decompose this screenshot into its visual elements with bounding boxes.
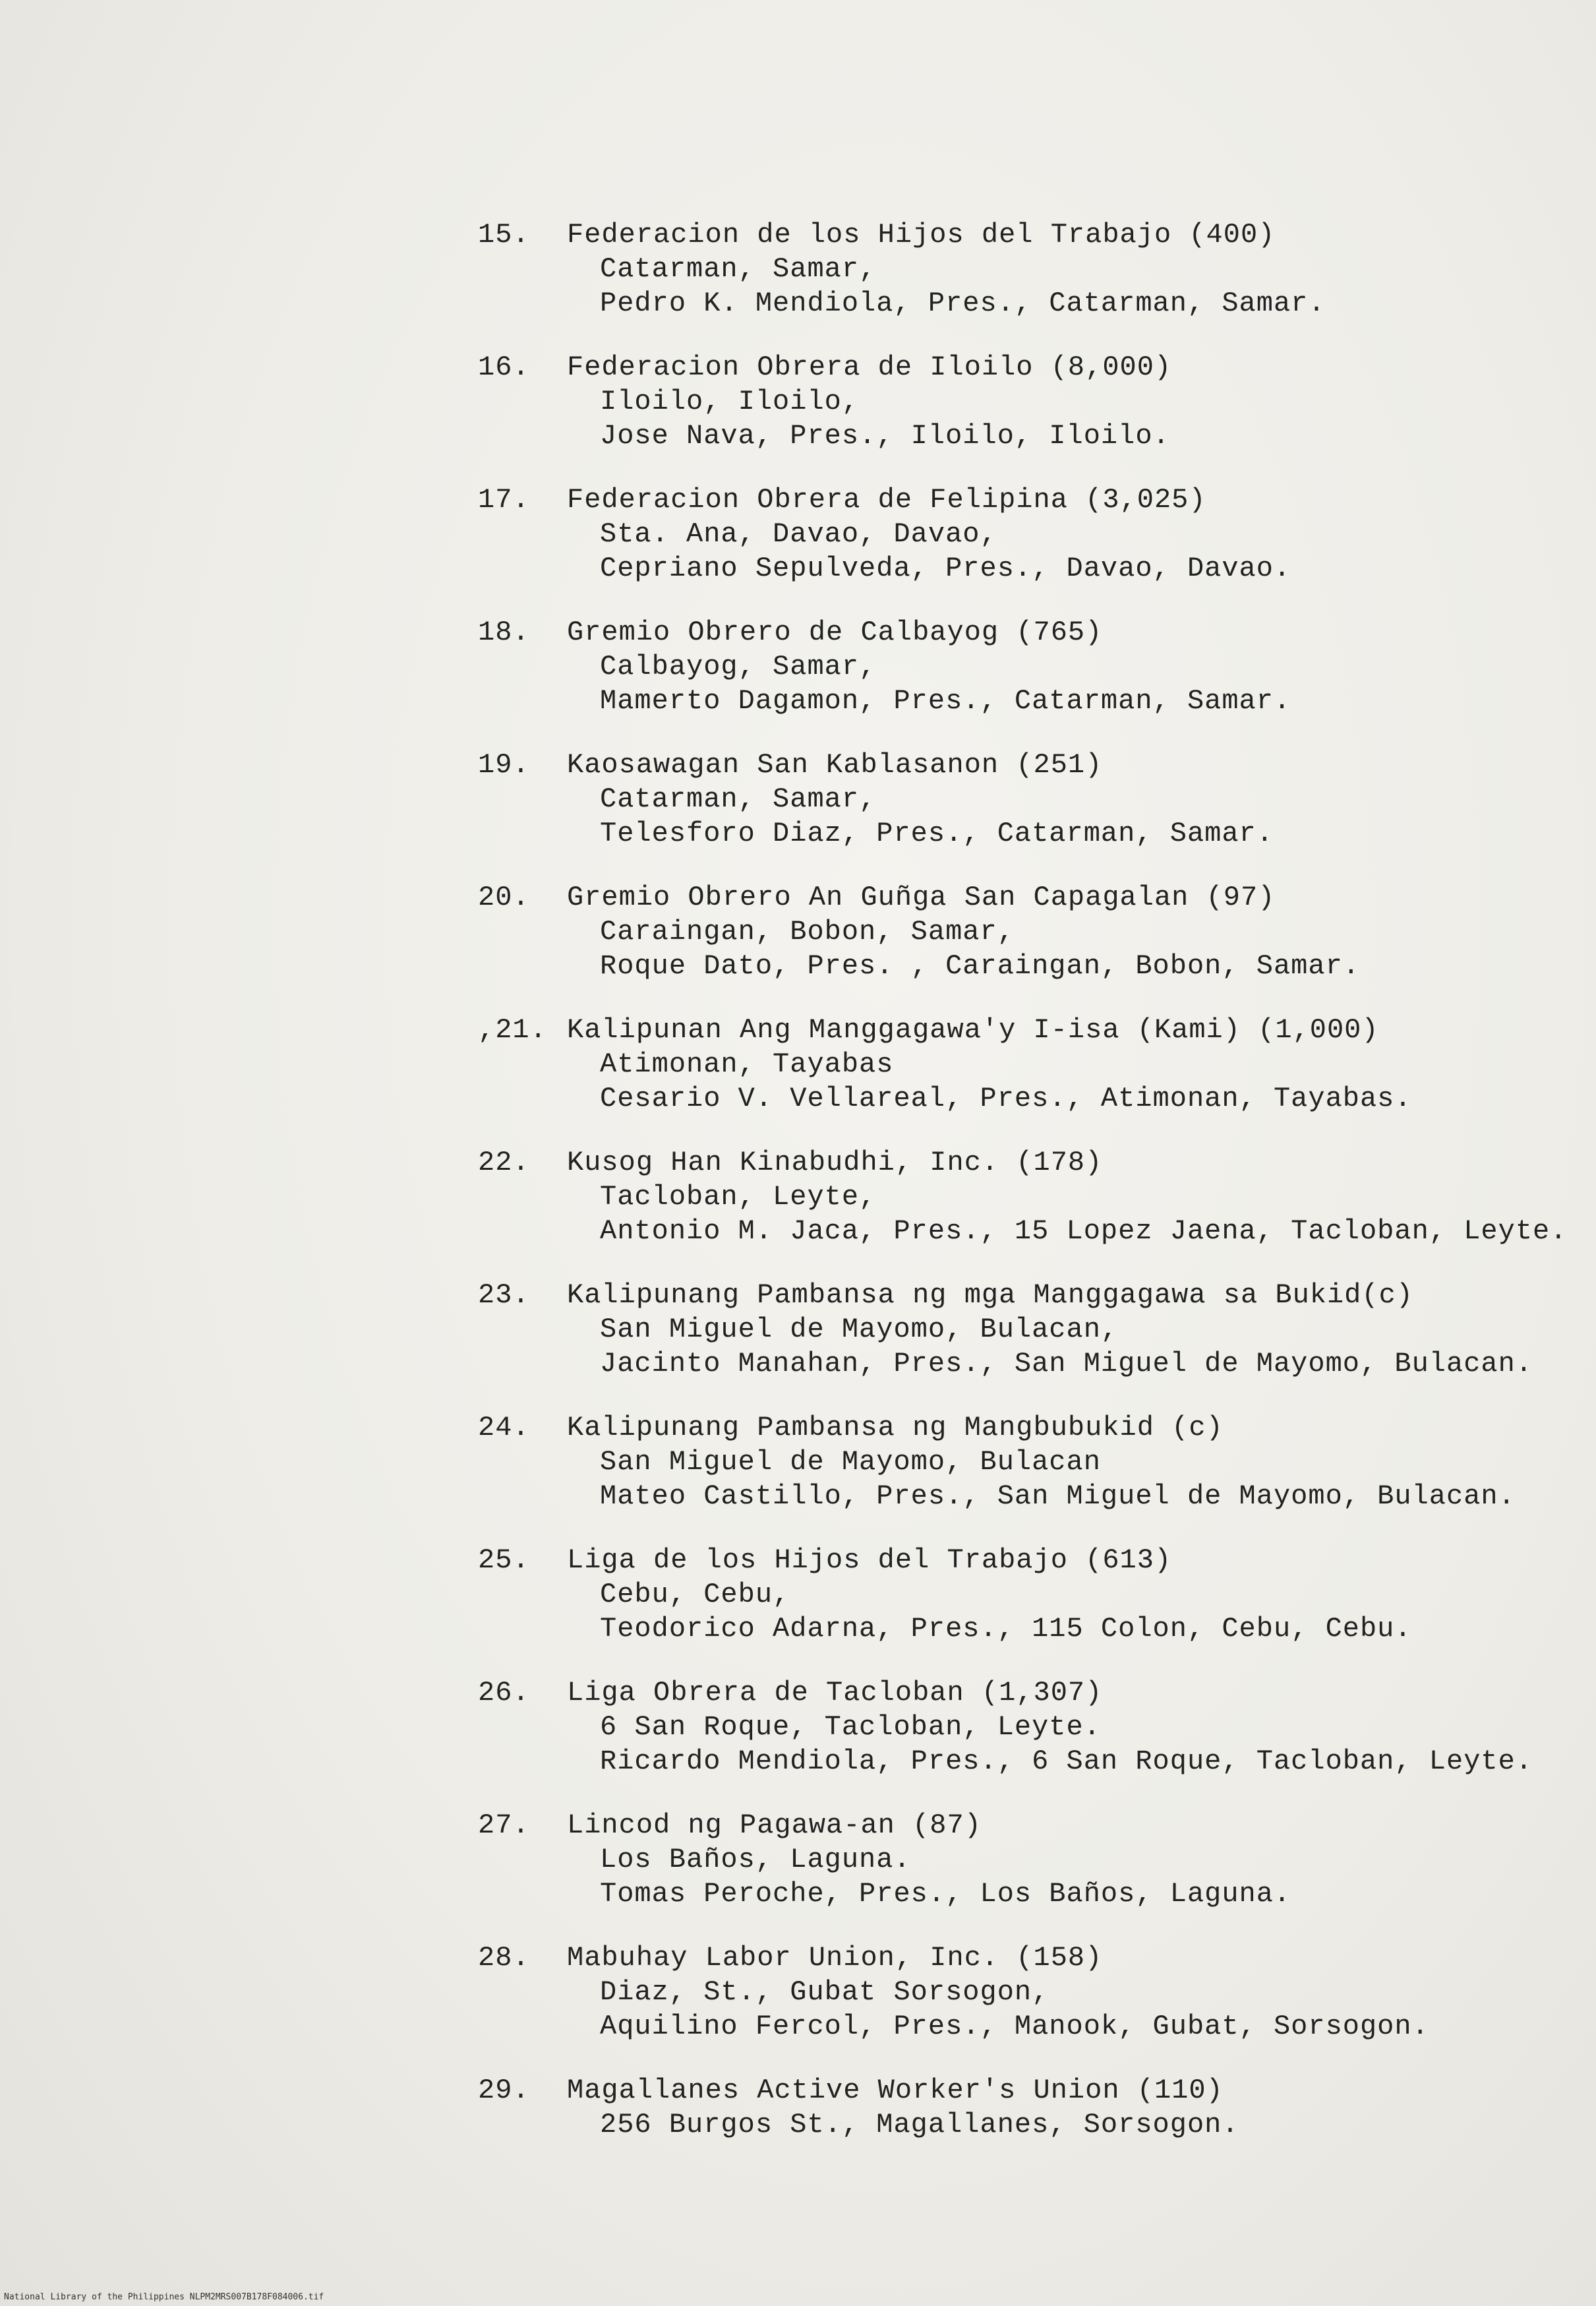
union-president: Telesforo Diaz, Pres., Catarman, Samar. bbox=[600, 818, 1274, 849]
list-item bbox=[478, 1145, 1572, 1278]
entry-number: 25. bbox=[478, 1544, 530, 1576]
entry-number: 15. bbox=[478, 219, 530, 251]
list-item bbox=[478, 1411, 1572, 1543]
union-location: 256 Burgos St., Magallanes, Sorsogon. bbox=[600, 2109, 1239, 2140]
list-item bbox=[478, 748, 1572, 880]
union-name: Gremio Obrero de Calbayog (765) bbox=[567, 617, 1103, 648]
list-item bbox=[478, 350, 1572, 483]
entry-number: 28. bbox=[478, 1942, 530, 1974]
entry-number: 26. bbox=[478, 1677, 530, 1709]
entry-number: 20. bbox=[478, 882, 530, 913]
union-name: Kalipunang Pambansa ng mga Manggagawa sa Bukid(c) bbox=[567, 1279, 1414, 1311]
union-president: Mateo Castillo, Pres., San Miguel de Mayomo, Bulacan. bbox=[600, 1480, 1516, 1512]
union-name: Mabuhay Labor Union, Inc. (158) bbox=[567, 1942, 1103, 1974]
union-name: Federacion de los Hijos del Trabajo (400) bbox=[567, 219, 1276, 251]
entry-number: 16. bbox=[478, 351, 530, 383]
entry-number: 22. bbox=[478, 1147, 530, 1178]
entry-number: 18. bbox=[478, 617, 530, 648]
union-president: Pedro K. Mendiola, Pres., Catarman, Samar. bbox=[600, 288, 1326, 319]
entry-number: 23. bbox=[478, 1279, 530, 1311]
union-name: Liga de los Hijos del Trabajo (613) bbox=[567, 1544, 1172, 1576]
union-location: San Miguel de Mayomo, Bulacan bbox=[600, 1446, 1101, 1478]
list-item bbox=[478, 1676, 1572, 1808]
union-location: Calbayog, Samar, bbox=[600, 651, 877, 683]
list-item bbox=[478, 218, 1572, 350]
union-president: Mamerto Dagamon, Pres., Catarman, Samar. bbox=[600, 685, 1291, 717]
list-item bbox=[478, 615, 1572, 748]
entry-number: 24. bbox=[478, 1412, 530, 1443]
list-item bbox=[478, 1941, 1572, 2073]
union-president: Teodorico Adarna, Pres., 115 Colon, Cebu, Cebu. bbox=[600, 1613, 1412, 1645]
union-name: Federacion Obrera de Iloilo (8,000) bbox=[567, 351, 1172, 383]
union-location: Catarman, Samar, bbox=[600, 783, 877, 815]
union-president: Tomas Peroche, Pres., Los Baños, Laguna. bbox=[600, 1878, 1291, 1910]
union-name: Liga Obrera de Tacloban (1,307) bbox=[567, 1677, 1103, 1709]
entry-number: 27. bbox=[478, 1809, 530, 1841]
entry-number: 17. bbox=[478, 484, 530, 516]
union-location: San Miguel de Mayomo, Bulacan, bbox=[600, 1314, 1119, 1345]
union-location: Diaz, St., Gubat Sorsogon, bbox=[600, 1976, 1049, 2008]
union-location: 6 San Roque, Tacloban, Leyte. bbox=[600, 1711, 1101, 1743]
entry-number: 29. bbox=[478, 2075, 530, 2106]
union-president: Cesario V. Vellareal, Pres., Atimonan, Tayabas. bbox=[600, 1083, 1412, 1114]
union-location: Los Baños, Laguna. bbox=[600, 1844, 911, 1875]
list-item bbox=[478, 1013, 1572, 1145]
union-name: Gremio Obrero An Guñga San Capagalan (97) bbox=[567, 882, 1276, 913]
union-location: Cebu, Cebu, bbox=[600, 1579, 790, 1610]
union-location: Iloilo, Iloilo, bbox=[600, 386, 860, 417]
union-name: Kaosawagan San Kablasanon (251) bbox=[567, 749, 1103, 781]
list-item bbox=[478, 1808, 1572, 1941]
list-item bbox=[478, 483, 1572, 615]
union-president: Jacinto Manahan, Pres., San Miguel de Mayomo, Bulacan. bbox=[600, 1348, 1533, 1380]
union-president: Roque Dato, Pres. , Caraingan, Bobon, Samar. bbox=[600, 950, 1360, 982]
entry-number: 19. bbox=[478, 749, 530, 781]
union-president: Cepriano Sepulveda, Pres., Davao, Davao. bbox=[600, 553, 1291, 584]
list-item bbox=[478, 2073, 1572, 2206]
union-location: Catarman, Samar, bbox=[600, 253, 877, 285]
entry-number: ,21. bbox=[478, 1014, 547, 1046]
union-name: Kusog Han Kinabudhi, Inc. (178) bbox=[567, 1147, 1103, 1178]
union-name: Kalipunan Ang Manggagawa'y I-isa (Kami) (1,000) bbox=[567, 1014, 1379, 1046]
union-location: Tacloban, Leyte, bbox=[600, 1181, 877, 1213]
union-name: Federacion Obrera de Felipina (3,025) bbox=[567, 484, 1206, 516]
union-name: Lincod ng Pagawa-an (87) bbox=[567, 1809, 982, 1841]
union-location: Atimonan, Tayabas bbox=[600, 1048, 894, 1080]
union-president: Ricardo Mendiola, Pres., 6 San Roque, Tacloban, Leyte. bbox=[600, 1745, 1533, 1777]
union-president: Jose Nava, Pres., Iloilo, Iloilo. bbox=[600, 420, 1170, 452]
union-location: Sta. Ana, Davao, Davao, bbox=[600, 518, 997, 550]
union-president: Aquilino Fercol, Pres., Manook, Gubat, Sorsogon. bbox=[600, 2011, 1429, 2042]
scan-footer: National Library of the Philippines NLPM2MRS007B178F084006.tif bbox=[4, 2292, 324, 2302]
union-president: Antonio M. Jaca, Pres., 15 Lopez Jaena, Tacloban, Leyte. bbox=[600, 1215, 1568, 1247]
list-item bbox=[478, 880, 1572, 1013]
union-name: Kalipunang Pambansa ng Mangbubukid (c) bbox=[567, 1412, 1224, 1443]
list-item bbox=[478, 1278, 1572, 1411]
union-name: Magallanes Active Worker's Union (110) bbox=[567, 2075, 1224, 2106]
list-item bbox=[478, 1543, 1572, 1676]
union-list bbox=[478, 218, 1572, 2206]
union-location: Caraingan, Bobon, Samar, bbox=[600, 916, 1015, 948]
